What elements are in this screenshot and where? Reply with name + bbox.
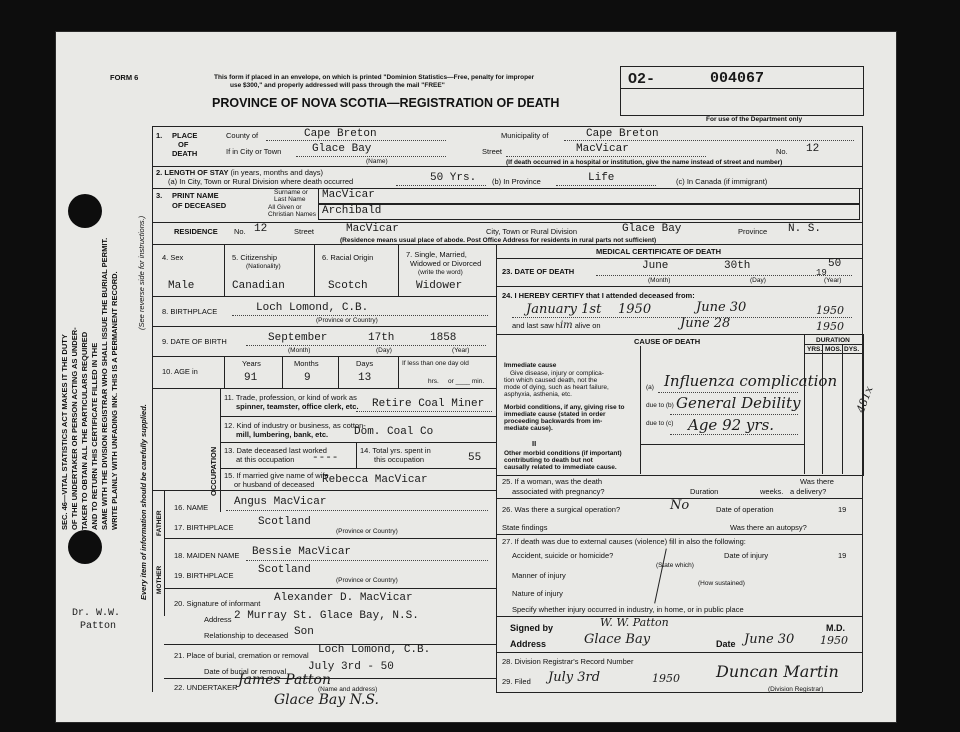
s23-month-hint: (Month) [648,277,671,284]
registration-prefix: O2- [628,71,656,88]
s27-accident: Accident, suicide or homicide? [512,551,614,560]
relationship-value: Son [294,626,314,638]
med-date-year: 1950 [820,634,848,647]
s27-year: 19 [838,551,847,560]
cause-a-prefix: (a) [646,384,654,391]
s29-label: 29. Filed [502,677,531,686]
immediate-note-1: Give disease, injury or complica- [510,370,604,377]
burial-place-value: Loch Lomond, C.B. [318,644,431,656]
binding-hole-bottom [68,530,102,564]
father-birthplace-value: Scotland [258,516,311,528]
undertaker-address: Glace Bay N.S. [274,692,379,708]
immediate-note-2: tion which caused death, not the [504,377,598,384]
s15-label-1: 15. If married give name of wife [224,471,329,480]
years-in-occupation-value: 55 [468,452,482,464]
s23-label: 23. DATE OF DEATH [502,267,575,276]
s2-label: 2. LENGTH OF STAY (in years, months and days) [156,168,324,177]
s13-label-2: at this occupation [236,455,295,464]
s8-label: 8. BIRTHPLACE [162,307,218,316]
postal-note-1: This form if placed in an envelope, on which is printed "Dominion Statistics—Free, penalty for improper [214,74,535,81]
age-years-value: 91 [244,372,258,384]
s9-label: 9. DATE OF BIRTH [162,337,227,346]
margin-mark: 481x [854,384,876,415]
city-label: If in City or Town [226,147,282,156]
side-instructions-6: WRITE PLAINLY WITH UNFADING INK. THIS IS A PERMANENT RECORD. [110,271,119,530]
given-name-field [318,204,860,220]
informant-address-value: 2 Murray St. Glace Bay, N.S. [234,610,419,622]
s14-label-1: 14. Total yrs. spent in [360,446,431,455]
s26-date: Date of operation [716,505,774,514]
s22-hint: (Name and address) [318,686,378,693]
street-value: MacVicar [576,143,629,155]
informant-address-label: Address [204,615,232,624]
s27-nature: Nature of injury [512,589,563,598]
s27-label: 27. If death was due to external causes (violence) fill in also the following: [502,537,746,546]
s7-label-1: 7. Single, Married, [406,250,467,259]
birthplace-value: Loch Lomond, C.B. [256,302,369,314]
duration-mos: MOS. [825,346,842,353]
last-saw-label: and last saw him alive on [512,320,601,331]
s5-label: 5. Citizenship [232,253,278,262]
side-instructions-1: SEC. 46—VITAL STATISTICS ACT MAKES IT THE DUTY [60,334,69,530]
residence-province-label: Province [738,227,768,236]
s3-label-2: OF DECEASED [172,201,227,210]
s26-year: 19 [838,505,847,514]
s27-date: Date of injury [724,551,769,560]
morbid-label-4: mediate cause). [504,425,553,432]
binding-hole-top [68,194,102,228]
years-label: Years [242,359,261,368]
residence-city-label: City, Town or Rural Division [486,227,577,236]
days-label: Days [356,359,374,368]
death-day-value: 30th [724,260,751,272]
s13-label-1: 13. Date deceased last worked [224,446,327,455]
spouse-value: Rebecca MacVicar [322,474,428,486]
birth-year-value: 1858 [430,332,457,344]
last-saw-date: June 28 [680,316,731,331]
side-instructions-4: AND TO RETURN THIS CERTIFICATE FILLED IN THE [90,342,99,530]
residence-no-label: No. [234,227,246,236]
cause-b-value: General Debility [676,394,801,412]
s9-day-hint: (Day) [376,347,392,354]
s20-label: 20. Signature of informant [174,599,261,608]
residence-note: (Residence means usual place of abode. Post Office Address for residents in rural parts not sufficient) [340,237,657,244]
s14-label-2: this occupation [374,455,425,464]
med-date-value: June 30 [744,632,795,647]
duration-yrs: YRS. [807,346,823,353]
s25-label-2: associated with pregnancy? [512,487,605,496]
side-instructions-5: SAME WITH THE DIVISION REGISTRAR WHO SHALL ISSUE THE BURIAL PERMIT. [100,237,109,530]
s2-c-label: (c) In Canada (if immigrant) [676,177,768,186]
residence-street-label: Street [294,227,315,236]
municipality-label: Municipality of [501,131,549,140]
racial-origin-value: Scotch [328,280,368,292]
s2-a-label: (a) In City, Town or Rural Division where death occurred [168,177,354,186]
attended-from: January 1st [526,302,602,317]
s2-b-label: (b) In Province [492,177,541,186]
s26-findings: State findings [502,523,548,532]
cause-a-value: Influenza complication [664,372,838,390]
other-label-2: contributing to death but not [504,457,593,464]
hrs-label: hrs. [428,378,439,385]
form-number: FORM 6 [110,73,139,82]
filed-value: July 3rd [548,670,601,685]
surgery-value: No [670,498,690,513]
name-hint: (Name) [366,158,388,165]
signed-by-label: Signed by [510,623,554,633]
s1-label-2: OF [178,140,189,149]
morbid-label-2: immediate cause (stated in order [504,411,606,418]
undertaker-signature: James Patton [238,672,331,688]
surname-label-1: Surname or [274,189,308,196]
s27-manner: Manner of injury [512,571,566,580]
given-label-1: All Given or [268,204,302,211]
registration-number: 004067 [710,70,765,87]
med-address-value: Glace Bay [584,632,651,647]
age-days-value: 13 [358,372,372,384]
s1-label-3: DEATH [172,149,198,158]
s1-label-1: PLACE [172,131,198,140]
s19-label: 19. BIRTHPLACE [174,571,234,580]
immediate-cause-label: Immediate cause [504,362,557,369]
registrar-hint: (Division Registrar) [768,686,824,693]
s26-label: 26. Was there a surgical operation? [502,505,621,514]
s25-delivery-1: Was there [800,477,834,486]
marital-status-value: Widower [416,280,463,292]
registrar-signature: Duncan Martin [716,662,839,681]
s4-label: 4. Sex [162,253,184,262]
s24-label: 24. I HEREBY CERTIFY that I attended deceased from: [502,291,695,300]
md-label: M.D. [826,623,845,633]
street-no-label: No. [776,147,788,156]
s12-label-2: mill, lumbering, bank, etc. [236,430,329,439]
margin-note-2: Patton [80,621,117,632]
municipality-value: Cape Breton [586,128,659,140]
surname-field [318,188,860,204]
hospital-note: (If death occurred in a hospital or institution, give the name instead of street and number) [506,159,783,166]
s25-weeks: weeks. [760,487,784,496]
s12-label-1: 12. Kind of industry or business, as cotton- [224,421,366,430]
street-label: Street [482,147,503,156]
given-label-2: Christian Names [268,211,317,218]
burial-date-label: Date of burial or removal [204,667,287,676]
s7-label-2: Widowed or Divorced [410,259,482,268]
duration-dys: DYS. [844,346,860,353]
s23-day-hint: (Day) [750,277,766,284]
s17-label: 17. BIRTHPLACE [174,523,234,532]
other-label-3: causally related to immediate cause. [504,464,617,471]
medical-heading: MEDICAL CERTIFICATE OF DEATH [596,247,721,256]
attended-to: June 30 [696,300,747,315]
s8-hint: (Province or Country) [316,317,378,324]
mother-maiden-name-value: Bessie MacVicar [252,546,352,558]
months-label: Months [294,359,319,368]
informant-value: Alexander D. MacVicar [274,592,413,604]
relationship-label: Relationship to deceased [204,631,289,640]
birth-day-value: 17th [368,332,395,344]
s3-number: 3. [156,191,163,200]
city-value: Glace Bay [312,143,372,155]
filed-year: 1950 [652,672,680,685]
mother-vertical-label: MOTHER [156,565,163,594]
cause-heading: CAUSE OF DEATH [634,337,701,346]
street-no-value: 12 [806,143,820,155]
side-instructions-3: TAKER TO OBTAIN ALL THE PARTICULARS REQUIRED [80,331,89,530]
s6-label: 6. Racial Origin [322,253,374,262]
stay-province-value: Life [588,172,615,184]
s28-label: 28. Division Registrar's Record Number [502,657,634,666]
death-year-value: 50 [828,258,842,270]
age-months-value: 9 [304,372,311,384]
med-date-label: Date [716,639,736,649]
less-than-day-label: If less than one day old [402,360,469,367]
min-label: or ____ min. [448,378,485,385]
surname-value: MacVicar [322,189,375,201]
last-saw-year: 1950 [816,320,844,333]
residence-street-value: MacVicar [346,223,399,235]
s10-label: 10. AGE in [162,367,198,376]
s5-hint: (Nationality) [246,263,281,270]
cause-b-prefix: due to (b) [646,402,674,409]
morbid-label-3: proceeding backwards from im- [504,418,603,425]
s22-label: 22. UNDERTAKER [174,683,238,692]
part-ii-label: II [532,439,537,448]
s18-label: 18. MAIDEN NAME [174,551,240,560]
county-label: County of [226,131,259,140]
page-title: PROVINCE OF NOVA SCOTIA—REGISTRATION OF DEATH [212,96,560,110]
s25-label-1: 25. If a woman, was the death [502,477,603,486]
s19-hint: (Province or Country) [336,577,398,584]
s27-specify: Specify whether injury occurred in industry, in home, or in public place [512,605,744,614]
s7-label-3: (write the word) [418,269,463,276]
birth-month-value: September [268,332,328,344]
industry-value: Dom. Coal Co [354,426,434,438]
cause-c-value: Age 92 yrs. [688,416,775,434]
given-name-value: Archibald [322,205,382,217]
s21-label: 21. Place of burial, cremation or removal [174,651,309,660]
father-vertical-label: FATHER [156,510,163,536]
signed-by-value: W. W. Patton [600,616,669,629]
immediate-note-4: asphyxia, asthenia, etc. [504,391,572,398]
residence-province-value: N. S. [788,223,822,235]
postal-note-2: use $300," and properly addressed will pass through the mail "FREE" [230,82,445,89]
attended-to-year: 1950 [816,304,844,317]
s26-autopsy: Was there an autopsy? [730,523,807,532]
residence-city-value: Glace Bay [622,223,682,235]
morbid-label-1: Morbid conditions, if any, giving rise to [504,404,625,411]
s1-number: 1. [156,131,163,140]
s9-month-hint: (Month) [288,347,311,354]
s27-state: (State which) [656,562,694,569]
burial-date-value: July 3rd - 50 [308,661,394,673]
med-address-label: Address [510,639,547,649]
county-value: Cape Breton [304,128,377,140]
surname-label-2: Last Name [274,196,306,203]
s15-label-2: or husband of deceased [234,480,315,489]
s9-year-hint: (Year) [452,347,470,354]
s11-label-2: spinner, teamster, office clerk, etc. [236,402,359,411]
side-instructions-8: Every item of information should be carefully supplied. [139,404,148,600]
s16-label: 16. NAME [174,503,209,512]
department-use-note: For use of the Department only [706,116,803,123]
other-label-1: Other morbid conditions (if important) [504,450,622,457]
immediate-note-3: mode of dying, such as heart failure, [504,384,609,391]
father-name-value: Angus MacVicar [234,496,327,508]
stay-city-value: 50 Yrs. [430,172,477,184]
s17-hint: (Province or Country) [336,528,398,535]
side-instructions-7: (See reverse side for instructions.) [137,215,146,330]
s23-year-hint: (Year) [824,277,842,284]
mother-birthplace-value: Scotland [258,564,311,576]
residence-label: RESIDENCE [174,227,218,236]
citizenship-value: Canadian [232,280,285,292]
death-registration-form [56,32,896,722]
s25-duration: Duration [690,487,719,496]
occupation-vertical-label: OCCUPATION [209,446,218,496]
s11-label-1: 11. Trade, profession, or kind of work as [224,393,357,402]
sex-value: Male [168,280,195,292]
death-year-prefix: 19 [816,268,827,278]
attended-from-year: 1950 [618,302,652,317]
residence-no-value: 12 [254,223,268,235]
last-worked-value: ---- [312,452,339,464]
s25-delivery-2: a delivery? [790,487,827,496]
side-instructions-2: OF THE UNDERTAKER OR PERSON ACTING AS UNDER- [70,327,79,530]
s3-label-1: PRINT NAME [172,191,219,200]
margin-note-1: Dr. W.W. [72,608,121,619]
death-month-value: June [642,260,669,272]
occupation-value: Retire Coal Miner [372,398,485,410]
duration-heading: DURATION [816,337,850,344]
cause-c-prefix: due to (c) [646,420,674,427]
s27-sustained: (How sustained) [698,580,745,587]
